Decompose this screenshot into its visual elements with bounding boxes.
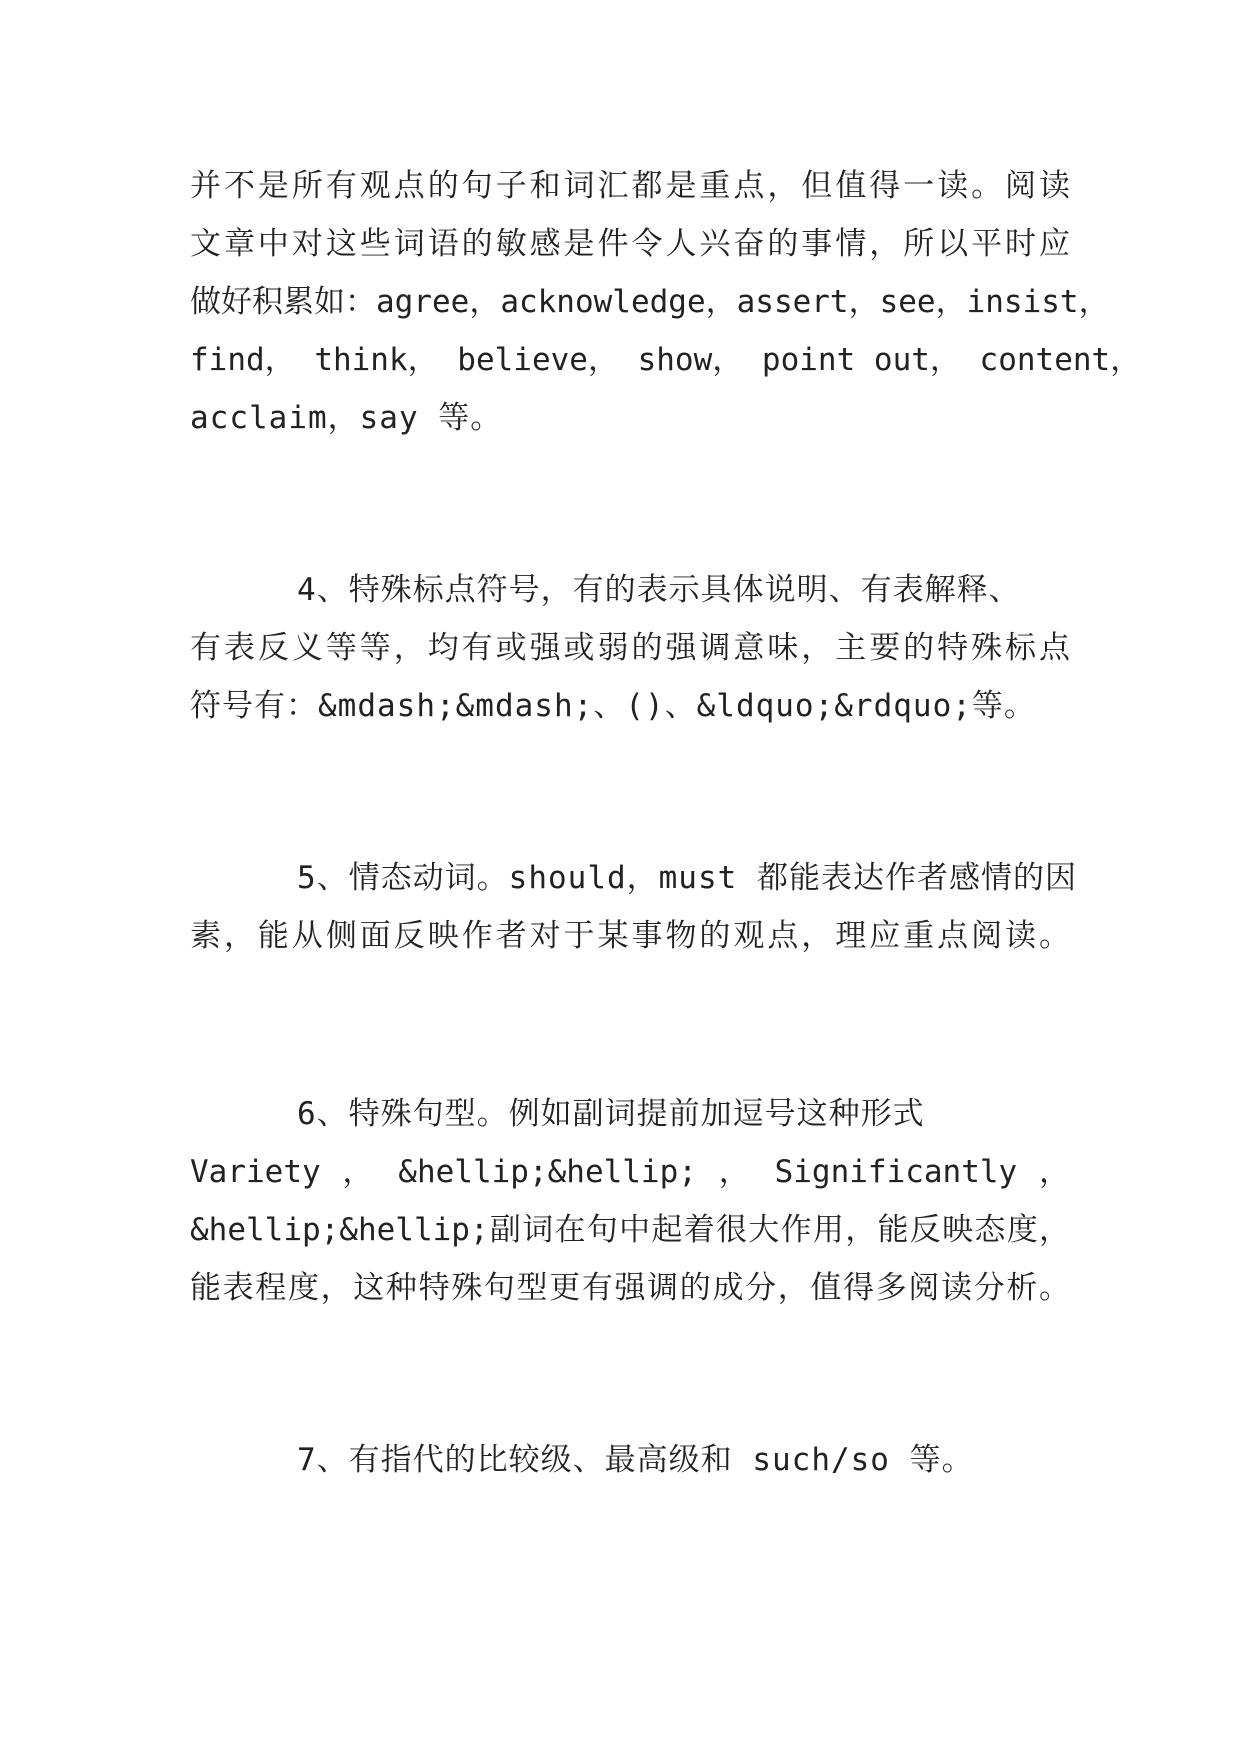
paragraph-4-line-4: 能表程度，这种特殊句型更有强调的成分，值得多阅读分析。 (190, 1270, 1070, 1306)
paragraph-2-line-1: 4、特殊标点符号，有的表示具体说明、有表解释、 (297, 572, 1021, 608)
paragraph-4-line-2: Variety ， &hellip;&hellip; ， Significantly ， (190, 1154, 1070, 1190)
paragraph-1-line-2: 文章中对这些词语的敏感是件令人兴奋的事情，所以平时应 (190, 226, 1070, 262)
paragraph-4-line-3: &hellip;&hellip;副词在句中起着很大作用，能反映态度， (190, 1212, 1070, 1248)
paragraph-1-line-5: acclaim，say 等。 (190, 400, 503, 436)
paragraph-2-line-2: 有表反义等等，均有或强或弱的强调意味，主要的特殊标点 (190, 630, 1070, 666)
paragraph-4-line-1: 6、特殊句型。例如副词提前加逗号这种形式 (297, 1096, 925, 1132)
paragraph-3-line-2: 素，能从侧面反映作者对于某事物的观点，理应重点阅读。 (190, 918, 1070, 954)
paragraph-2-line-3: 符号有：&mdash;&mdash;、()、&ldquo;&rdquo;等。 (190, 688, 1036, 724)
paragraph-1-line-4: find， think， believe， show， point out， content， (190, 342, 1142, 378)
paragraph-3-line-1: 5、情态动词。should，must 都能表达作者感情的因 (297, 860, 1077, 896)
paragraph-5-line-1: 7、有指代的比较级、最高级和 such/so 等。 (297, 1442, 974, 1478)
paragraph-1-line-3: 做好积累如：agree，acknowledge，assert，see，insist， (190, 284, 1110, 320)
paragraph-1-line-1: 并不是所有观点的句子和词汇都是重点，但值得一读。阅读 (190, 168, 1070, 204)
